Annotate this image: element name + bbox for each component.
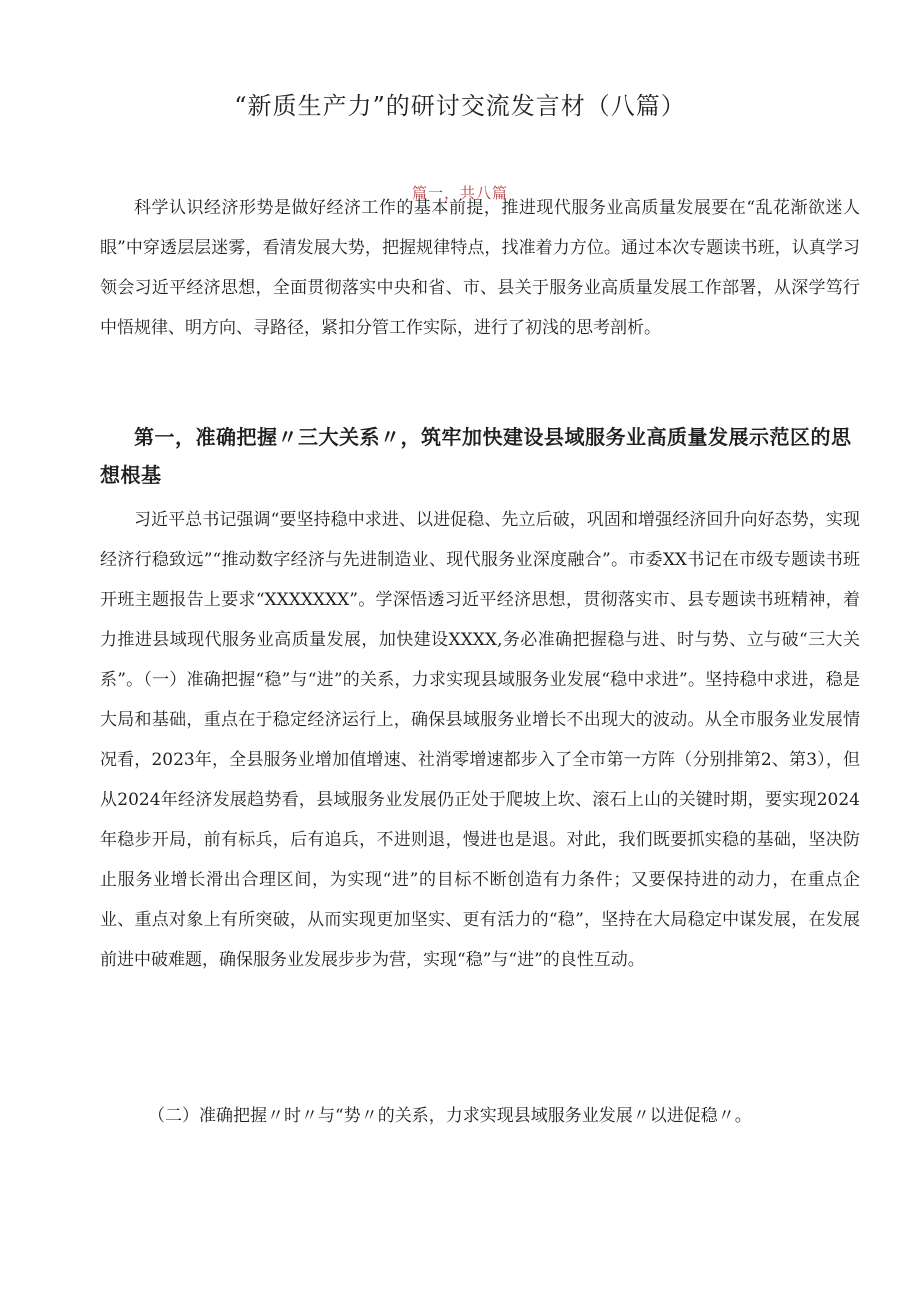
document-title: “新质生产力”的研讨交流发言材（八篇） (234, 92, 686, 120)
subsection-paragraph: （二）准确把握〃时〃与“势〃的关系，力求实现县域服务业发展〃以进促稳〃。 (148, 1106, 752, 1126)
section-heading: 第一，准确把握〃三大关系〃，筑牢加快建设县域服务业高质量发展示范区的思想根基 (100, 425, 852, 487)
body-paragraph: 习近平总书记强调“要坚持稳中求进、以进促稳、先立后破，巩固和增强经济回升向好态势，实现经济行稳致远”“推动数字经济与先进制造业、现代服务业深度融合”。市委XX书记在市级专题读书班开班主题报告上要求“XXXXXXX”。学深悟透习近平经济思想，贯彻落实市、县专题读书班精神，着力推进县域现代服务业高质量发展，加快建设XXXX,务必准确把握稳与进、时与势、立与破“三大关系”。（一）准确把握“稳”与“进”的关系，力求实现县域服务业发展“稳中求进”。坚持稳中求进，稳是大局和基础，重点在于稳定经济运行上，确保县域服务业增长不出现大的波动。从全市服务业发展情况看，2023年，全县服务业增加值增速、社消零增速都步入了全市第一方阵（分别排第2、第3），但从2024年经济发展趋势看，县域服务业发展仍正处于爬坡上坎、滚石上山的关键时期，要实现2024年稳步开局，前有标兵，后有追兵，不进则退，慢进也是退。对此，我们既要抓实稳的基础，坚决防止服务业增长滑出合理区间，为实现“进”的目标不断创造有力条件；又要保持进的动力，在重点企业、重点对象上有所突破，从而实现更加坚实、更有活力的“稳”，坚持在大局稳定中谋发展，在发展前进中破难题，确保服务业发展步步为营，实现“稳”与“进”的良性互动。 (100, 510, 860, 970)
document-subtitle: 篇一，共八篇 (411, 184, 508, 202)
intro-paragraph: 科学认识经济形势是做好经济工作的基本前提，推进现代服务业高质量发展要在“乱花渐欲迷人眼”中穿透层层迷雾，看清发展大势，把握规律特点，找准着力方位。通过本次专题读书班，认真学习领会习近平经济思想，全面贯彻落实中央和省、市、县关于服务业高质量发展工作部署，从深学笃行中悟规律、明方向、寻路径，紧扣分管工作实际，进行了初浅的思考剖析。 (100, 198, 860, 338)
